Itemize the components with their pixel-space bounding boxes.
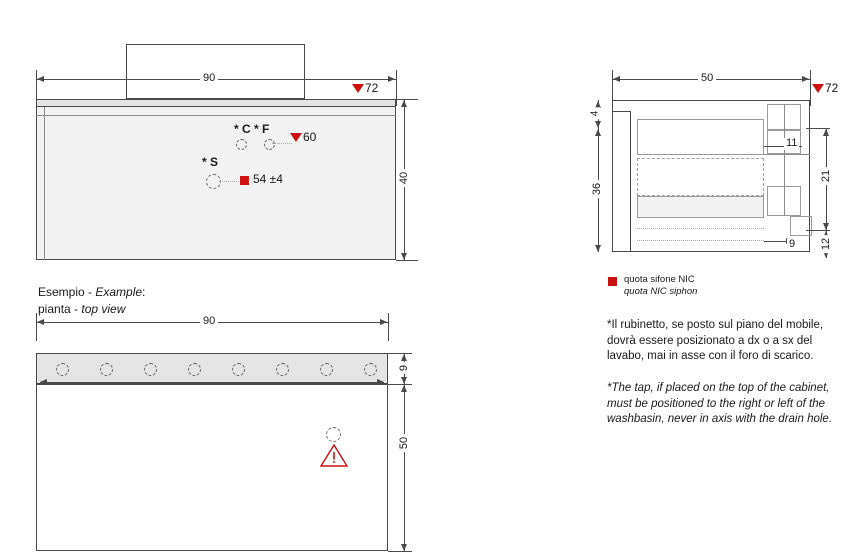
top-dim-9-arrow-down [401,377,407,384]
side-dim-width-text: 50 [698,72,716,84]
front-hole-f [264,139,275,150]
top-view-caption-line2 [38,301,125,318]
top-dim-50-arrow-up [401,385,407,392]
side-dim-left-36-arrow-down [595,245,601,252]
top-view-hole [144,363,157,376]
side-dim-ext-right [810,70,811,106]
top-view-hole [100,363,113,376]
side-detail-vline [784,104,785,216]
front-marker-siphon-square [240,176,249,185]
side-interior-dot-line-2 [637,240,764,241]
side-dim-arrow-left [613,76,620,82]
side-dim-21-text: 21 [820,167,832,185]
front-dim-arrow-down [401,253,407,260]
front-label-s: * S [202,155,219,169]
top-dim-50-text: 50 [398,434,410,452]
side-dim-left-36-arrow-up [595,129,601,136]
side-drawer-lower [637,158,764,196]
side-dim-arrow-right [802,76,809,82]
note-text-en: *The tap, if placed on the top of the cabinet, must be positioned to the right or left of the washbasin, never in axis with the drain hole. [607,382,833,425]
top-view-hole [276,363,289,376]
top-view-hole [232,363,245,376]
top-dim-50-line [404,384,405,551]
side-marker-72-label: 72 [825,81,839,95]
side-back-panel-top [612,111,630,112]
caption-en-1: Example [95,285,143,299]
side-basin-block [637,196,764,218]
front-marker-60-label: 60 [303,130,317,144]
top-view-back-strip [36,353,388,384]
top-dim-arrow-left [37,319,44,325]
top-view-strip-arrow-left [40,379,47,385]
top-dim-9-text: 9 [398,362,410,374]
front-marker-72-label: 72 [365,81,379,95]
legend-label-it: quota sifone NIC [624,274,695,285]
top-view-hole [56,363,69,376]
warning-icon [320,443,348,468]
front-marker-siphon-label: 54 ±4 [253,172,283,186]
top-dim-9-arrow-up [401,354,407,361]
front-dim-width-text: 90 [200,72,218,84]
front-leader-cf [272,143,292,144]
legend-color-swatch [608,277,617,286]
side-back-panel-line [630,111,631,252]
side-dim-left-36-text: 36 [591,180,603,198]
front-dim-ext-right [396,70,397,106]
front-dim-height-text: 40 [398,169,410,187]
top-dim-50-arrow-down [401,544,407,551]
front-dim-arrow-up [401,100,407,107]
side-dim-21-arrow-up [823,129,829,136]
front-leader-s [219,181,239,182]
caption-en-2: top view [81,302,126,316]
side-dim-12-text: 12 [820,235,832,253]
caption-it-2: pianta - [38,302,82,316]
side-dim-left-4-arrow-down [595,121,601,128]
front-view-inner-line [36,115,396,116]
top-dim-9-ext-bottom [388,384,412,385]
front-dim-arrow-left [37,76,44,82]
front-marker-60-triangle [290,133,302,142]
top-view-strip-span-line [40,382,384,383]
top-view-hole [364,363,377,376]
side-detail-hline [764,154,810,155]
side-dim-9-text: 9 [789,238,796,250]
side-dim-21-arrow-down [823,223,829,230]
front-view-left-edge-line [44,107,45,260]
top-view-drain-hole [326,427,341,442]
top-view-caption-line1 [38,284,145,301]
top-view-hole [320,363,333,376]
top-dim-width-text: 90 [200,315,218,327]
side-dim-11-text: 11 [786,137,798,149]
front-hole-c [236,139,247,150]
top-view-strip-arrow-right [377,379,384,385]
top-dim-arrow-right [380,319,387,325]
top-view-hole [188,363,201,376]
top-dim-9-ext-top [388,353,412,354]
top-dim-ext-right [388,313,389,341]
note-text-it: *Il rubinetto, se posto sul piano del mobile, dovrà essere posizionato a dx o a sx del lavabo, mai in asse con il foro di scarico. [607,319,824,362]
side-dim-left-4-text: 4 [589,108,600,120]
caption-colon: : [142,285,146,299]
front-dim-ext-top [396,99,418,100]
top-dim-ext-left [36,313,37,341]
side-drawer-upper [637,119,764,155]
front-marker-72-triangle [352,84,364,93]
front-view-top-strip [36,99,396,107]
top-dim-50-ext-bottom [388,551,412,552]
side-marker-72-triangle [812,84,824,93]
legend-label-en: quota NIC siphon [624,286,698,297]
front-dim-arrow-right [388,76,395,82]
caption-it-1: Esempio - [38,285,96,299]
side-interior-dot-line-1 [637,228,764,229]
side-detail-box-bottom [790,216,812,236]
front-label-cf: * C * F [234,122,270,136]
front-dim-ext-bottom [396,260,418,261]
